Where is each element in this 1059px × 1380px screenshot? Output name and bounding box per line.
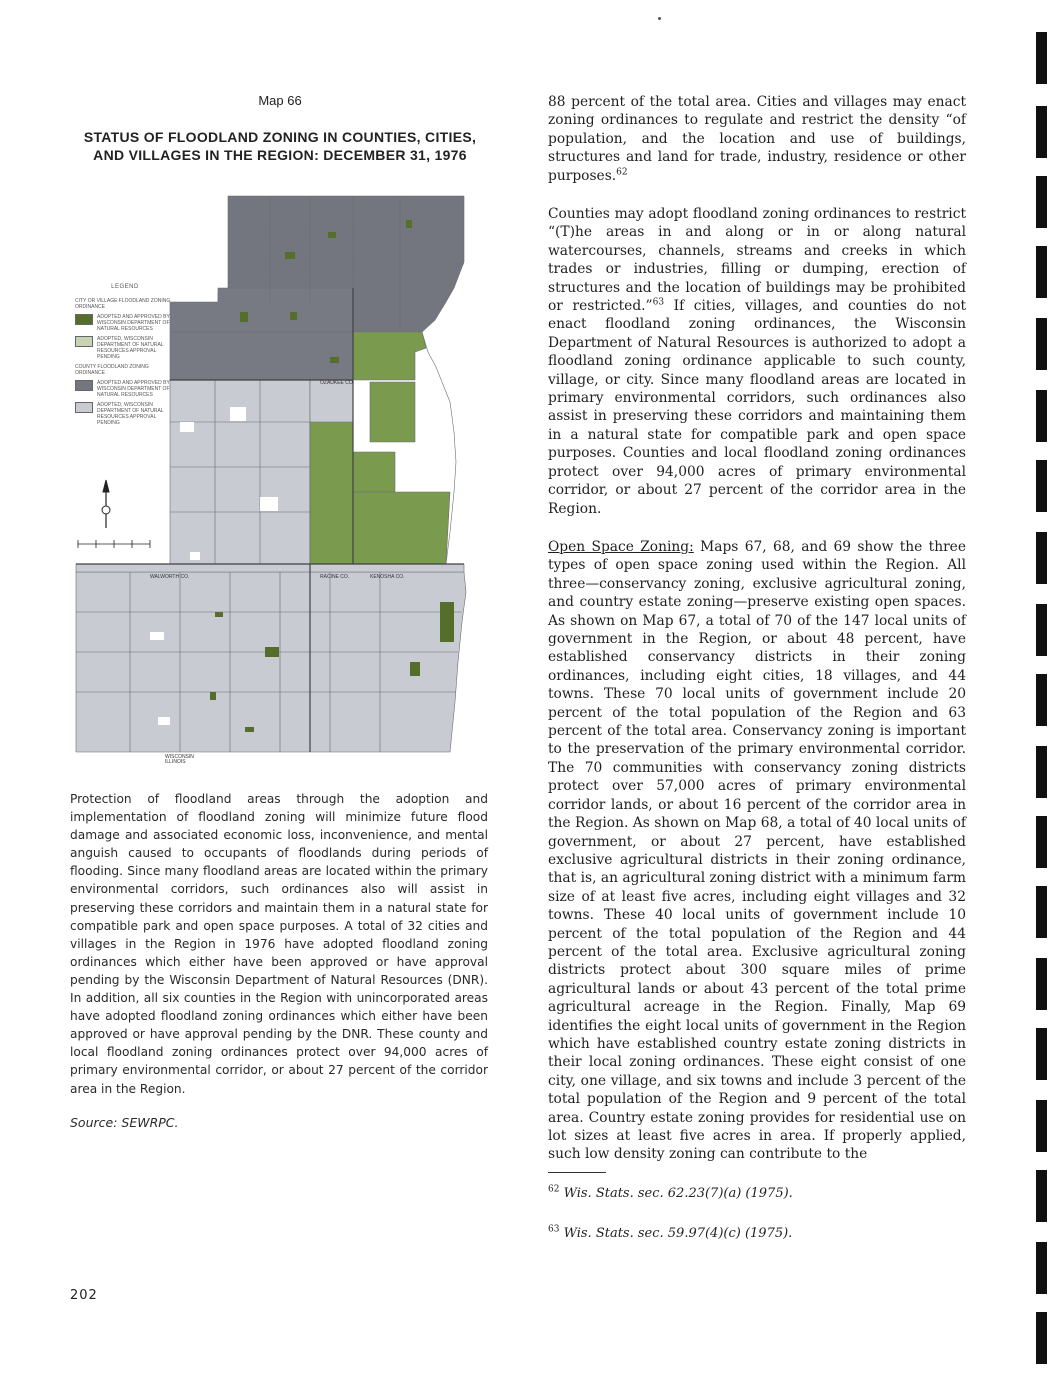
page-number: 202	[70, 1288, 98, 1303]
map-label: Map 66	[258, 93, 302, 108]
footnote	[548, 1186, 793, 1201]
map-caption: Protection of floodland areas through the adoption and implementation of floodland zoning will minimize future flood damage and associated economic loss, inconvenience, and mental anguish caused to occupants of floodlands during periods of flooding. Since many floodland areas are located within the primary environmental corridors, such ordinances also will assist in preserving these corridors and maintain them in a natural state for compatible park and open space purposes. A total of 32 cities and villages in the Region in 1976 have adopted floodland zoning ordinances which either have been approved or have approval pending by the Wisconsin Department of Natural Resources (DNR). In addition, all six counties in the Region with unincorporated areas have adopted floodland zoning ordinances which either have been approved or have approval pending by the DNR. These county and local floodland zoning ordinances protect over 94,000 acres of primary environmental corridor, or about 27 percent of the corridor area in the Region.	[70, 792, 488, 1096]
legend-swatch	[75, 336, 93, 347]
legend-item	[75, 336, 175, 360]
legend-item	[75, 314, 175, 332]
speck	[658, 17, 661, 20]
label-kenosha: KENOSHA CO.	[370, 574, 405, 580]
footnote-text: Wis. Stats. sec. 62.23(7)(a) (1975).	[563, 1186, 793, 1201]
binding-mark	[1036, 460, 1047, 512]
legend-group-city: CITY OR VILLAGE FLOODLAND ZONING ORDINANCE	[75, 298, 171, 310]
binding-mark	[1036, 604, 1047, 656]
body-paragraph	[548, 205, 966, 518]
footnote	[548, 1226, 792, 1241]
binding-mark	[1036, 746, 1047, 798]
body-text: 88 percent of the total area. Cities and villages may enact zoning ordinances to regulate and restrict the density “of population, and the location and use of buildings, structures and land for trade, industry, residence or other purposes.	[548, 94, 966, 184]
legend-item-label: ADOPTED, WISCONSIN DEPARTMENT OF NATURAL RESOURCES APPROVAL PENDING	[97, 402, 164, 426]
north-arrow-icon	[102, 480, 110, 528]
map-legend	[75, 284, 175, 430]
footnote-rule	[548, 1172, 606, 1173]
body-text: If cities, villages, and counties do not enact floodland zoning ordinances, the Wisconsin Department of Natural Resources is authorized to adopt a floodland zoning ordinance applicable to such county, village, or city. Since many floodland areas are located in primary environmental corridors, such ordinances also assist in preserving these corridors and maintaining them in a natural state for compatible park and open space purposes. Counties and local floodland zoning ordinances protect over 94,000 acres of primary environmental corridor, or about 27 percent of the corridor area in the Region.	[548, 298, 966, 517]
label-ozaukee: OZAUKEE CO.	[320, 380, 355, 386]
legend-item-label: ADOPTED AND APPROVED BY WISCONSIN DEPARTMENT OF NATURAL RESOURCES	[97, 380, 170, 398]
binding-mark	[1036, 1242, 1047, 1294]
legend-item-label: ADOPTED, WISCONSIN DEPARTMENT OF NATURAL RESOURCES APPROVAL PENDING	[97, 336, 164, 360]
binding-mark	[1036, 246, 1047, 298]
binding-mark	[1036, 1312, 1047, 1364]
floodland-zoning-map	[70, 192, 470, 764]
binding-mark	[1036, 32, 1047, 84]
legend-item-label: ADOPTED AND APPROVED BY WISCONSIN DEPARTMENT OF NATURAL RESOURCES	[97, 314, 170, 332]
legend-swatch	[75, 402, 93, 413]
binding-mark	[1036, 1028, 1047, 1080]
label-racine: RACINE CO.	[320, 574, 350, 580]
footnote-ref: 62	[616, 167, 628, 178]
binding-mark	[1036, 958, 1047, 1010]
binding-mark	[1036, 674, 1047, 726]
binding-mark	[1036, 1170, 1047, 1222]
source-note: Source: SEWRPC.	[70, 1115, 179, 1130]
legend-swatch	[75, 314, 93, 325]
legend-title: LEGEND	[111, 284, 139, 290]
legend-item	[75, 402, 175, 426]
binding-mark	[1036, 1100, 1047, 1152]
label-wisconsin: WISCONSIN	[165, 754, 194, 760]
binding-mark	[1036, 532, 1047, 584]
legend-item	[75, 380, 175, 398]
binding-mark	[1036, 318, 1047, 370]
body-paragraph	[548, 538, 966, 1164]
binding-mark	[1036, 816, 1047, 868]
map-heading: STATUS OF FLOODLAND ZONING IN COUNTIES, CITIES, AND VILLAGES IN THE REGION: DECEMBER 31, 1976	[83, 129, 477, 163]
footnote-ref: 63	[652, 297, 665, 308]
binding-mark	[1036, 886, 1047, 938]
binding-mark	[1036, 176, 1047, 228]
footnote-number: 62	[548, 1184, 560, 1195]
footnote-number: 63	[548, 1224, 560, 1235]
footnote-text: Wis. Stats. sec. 59.97(4)(c) (1975).	[563, 1226, 793, 1241]
body-paragraph	[548, 93, 966, 185]
legend-swatch	[75, 380, 93, 391]
binding-mark	[1036, 390, 1047, 442]
binding-mark	[1036, 106, 1047, 158]
body-text: Counties may adopt floodland zoning ordinances to restrict “(T)he areas in and along or in or along natural watercourses, channels, streams and creeks in which trades or industries, filling or dumping, erection of structures and the location of buildings may be prohibited or restricted.”	[548, 206, 966, 315]
label-illinois: ILLINOIS	[165, 759, 186, 764]
legend-group-county: COUNTY FLOODLAND ZONING ORDINANCE	[75, 364, 149, 376]
section-heading: Open Space Zoning:	[548, 539, 694, 555]
label-walworth: WALWORTH CO.	[150, 574, 190, 580]
scale-bar	[78, 540, 150, 548]
body-text: Maps 67, 68, and 69 show the three types of open space zoning used within the Region. All three—conservancy zoning, exclusive agricultural zoning, and country estate zoning—preserve existing open spaces. As shown on Map 67, a total of 70 of the 147 local units of government in the Region, or about 48 percent, have established conservancy districts in their zoning ordinances, including eight cities, 18 villages, and 44 towns. These 70 local units of government include 20 percent of the total population of the Region and 63 percent of the total area. Conservancy zoning is important to the preservation of the primary environmental corridor. The 70 communities with conservancy zoning districts protect over 57,000 acres of primary environmental corridor lands, or about 16 percent of the corridor area in the Region. As shown on Map 68, a total of 40 local units of government, or about 27 percent, have established exclusive agricultural districts in their zoning ordinance, that is, an agricultural zoning district with a minimum farm size of at least five acres, including eight villages and 32 towns. These 40 local units of government include 10 percent of the total population of the Region and 44 percent of the total area. Exclusive agricultural zoning districts protect about 300 square miles of prime agricultural lands or about 43 percent of the total prime agricultural acreage in the Region. Finally, Map 69 identifies the eight local units of government in the Region which have established country estate zoning districts in their local zoning ordinances. These eight consist of one city, one village, and six towns and include 3 percent of the total population of the Region and 9 percent of the total area. Country estate zoning provides for residential use on lot sizes at least five acres in area. If properly applied, such low density zoning can contribute to the	[548, 539, 966, 1163]
